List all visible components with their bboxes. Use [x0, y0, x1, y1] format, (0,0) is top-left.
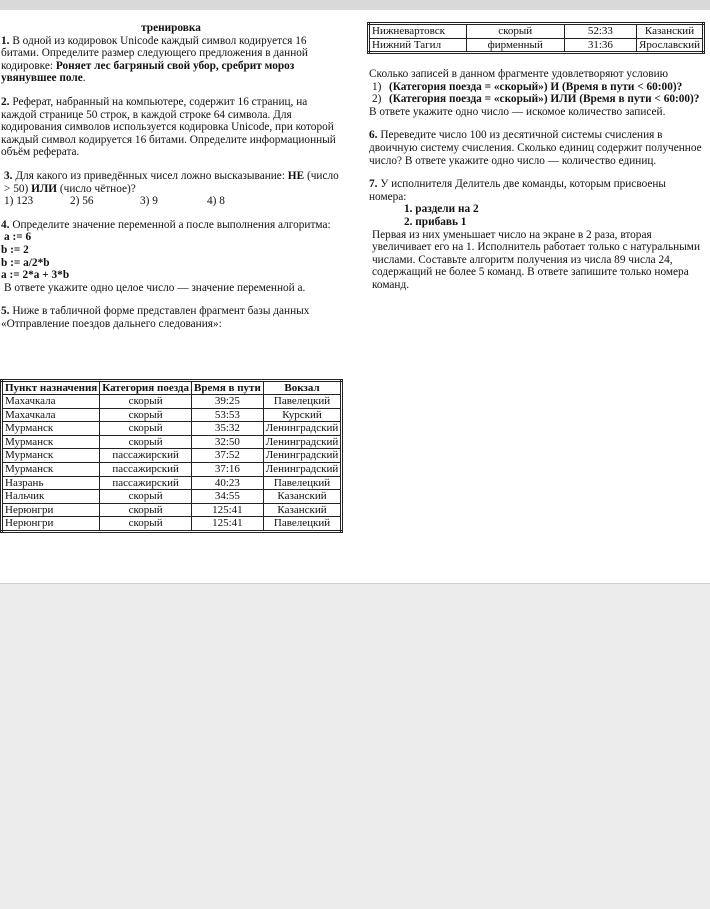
question-1-number: 1.	[1, 34, 10, 47]
question-3-post: (число чётное)?	[57, 182, 136, 195]
question-3-mid: (число > 50)	[4, 169, 339, 195]
question-4-number: 4.	[1, 218, 10, 231]
cell-destination: Мурманск	[2, 449, 100, 463]
condition-2-number: 2)	[372, 93, 382, 106]
question-2-number: 2.	[1, 95, 10, 108]
table-row	[2, 422, 342, 436]
cell-destination: Махачкала	[2, 395, 100, 409]
command-2: 2. прибавь 1	[404, 215, 467, 228]
cell-destination: Назрань	[2, 476, 100, 490]
cell-destination: Нижневартовск	[369, 24, 467, 39]
cell-category: скорый	[100, 395, 192, 409]
question-4-text: Определите значение переменной a после выполнения алгоритма:	[12, 218, 331, 231]
cell-time: 37:52	[191, 449, 263, 463]
cell-station: Павелецкий	[263, 395, 341, 409]
option-4: 4) 8	[207, 195, 225, 208]
cell-time: 35:32	[191, 422, 263, 436]
question-5-question: Сколько записей в данном фрагменте удовлетворяют условию	[369, 68, 669, 80]
question-2-text: Реферат, набранный на компьютере, содержит 16 страниц, на каждой странице 50 строк, в каждой строке 64 символа. Для кодирования символов используется кодировка Unicode, при которой каждый символ кодируется 16 битами. Определите информационный объём реферата.	[1, 95, 336, 159]
question-7-body: Первая из них уменьшает число на экране в 2 раза, вторая увеличивает его на 1. Исполнитель работает только с натуральными числами. Составьте алгоритм получения из числа 89 числа 24, содержащий не более 5 команд. В ответе запишите только номера команд.	[372, 228, 701, 291]
question-5	[1, 305, 341, 330]
condition-1-text: (Категория поезда = «скорый») И (Время в пути < 60:00)?	[389, 80, 683, 93]
question-7-text: У исполнителя Делитель две команды, которым присвоены номера:	[369, 178, 667, 203]
question-6	[369, 129, 704, 167]
condition-1	[369, 81, 704, 94]
question-3-number: 3.	[4, 169, 13, 182]
question-7-number: 7.	[369, 178, 378, 191]
cell-time: 53:53	[191, 408, 263, 422]
question-5-conditions	[369, 81, 704, 106]
cell-category: фирменный	[466, 38, 564, 53]
cell-station: Ярославский	[637, 38, 704, 53]
code-line-2: b := 2	[1, 243, 29, 256]
cell-category: скорый	[100, 517, 192, 532]
train-table-continued-container	[367, 22, 705, 54]
question-5-answer: В ответе укажите одно число — искомое количество записей.	[369, 105, 666, 118]
cell-destination: Мурманск	[2, 462, 100, 476]
cell-category: пассажирский	[100, 449, 192, 463]
question-6-text: Переведите число 100 из десятичной системы счисления в двоичную систему счисления. Сколько единиц содержит полученное число? В ответе укажите одно число — количество единиц.	[369, 129, 702, 167]
question-6-number: 6.	[369, 129, 378, 142]
header-destination: Пункт назначения	[2, 381, 100, 395]
cell-station: Ленинградский	[263, 422, 341, 436]
cell-time: 32:50	[191, 435, 263, 449]
cell-destination: Мурманск	[2, 435, 100, 449]
table-row	[369, 24, 704, 39]
cell-time: 39:25	[191, 395, 263, 409]
cell-station: Казанский	[263, 490, 341, 504]
cell-time: 40:23	[191, 476, 263, 490]
cell-station: Курский	[263, 408, 341, 422]
question-5-text: Ниже в табличной форме представлен фрагмент базы данных «Отправление поездов дальнего следования»:	[1, 305, 310, 330]
table-row	[2, 490, 342, 504]
question-3-options	[1, 195, 341, 208]
cell-time: 37:16	[191, 462, 263, 476]
cell-station: Ленинградский	[263, 435, 341, 449]
table-row	[2, 517, 342, 532]
option-3: 3) 9	[140, 195, 158, 208]
table-row	[2, 462, 342, 476]
table-row	[369, 38, 704, 53]
question-1-text: В одной из кодировок Unicode каждый символ кодируется 16 битами. Определите размер следующего предложения в данной кодировке:	[1, 34, 308, 72]
cell-station: Павелецкий	[263, 517, 341, 532]
option-1: 1) 123	[4, 195, 34, 208]
condition-2-text: (Категория поезда = «скорый») ИЛИ (Время в пути < 60:00)?	[389, 93, 700, 106]
table-row	[2, 449, 342, 463]
command-1: 1. раздели на 2	[404, 203, 479, 216]
question-3-not: НЕ	[287, 169, 305, 182]
cell-destination: Нальчик	[2, 490, 100, 504]
cell-destination: Нижний Тагил	[369, 38, 467, 53]
cell-category: скорый	[466, 24, 564, 39]
question-1-phrase: Роняет лес багряный свой убор, сребрит мороз увянувшее поле	[1, 59, 295, 85]
cell-destination: Нерюнгри	[2, 503, 100, 517]
cell-time: 125:41	[191, 503, 263, 517]
question-4	[1, 219, 341, 232]
cell-time: 52:33	[564, 24, 636, 39]
cell-category: скорый	[100, 435, 192, 449]
top-bar	[0, 0, 710, 10]
document-page	[0, 10, 710, 584]
question-3	[1, 170, 341, 195]
right-column	[369, 68, 704, 292]
question-1	[1, 35, 341, 85]
page-title: тренировка	[141, 22, 201, 34]
cell-category: пассажирский	[100, 462, 192, 476]
option-2: 2) 56	[70, 195, 94, 208]
table-row	[2, 476, 342, 490]
header-category: Категория поезда	[100, 381, 192, 395]
table-row	[2, 435, 342, 449]
table-row	[2, 395, 342, 409]
code-line-3: b := a/2*b	[1, 256, 50, 269]
cell-category: скорый	[100, 503, 192, 517]
cell-station: Павелецкий	[263, 476, 341, 490]
header-time: Время в пути	[191, 381, 263, 395]
train-table-container	[0, 379, 341, 533]
table-row	[2, 503, 342, 517]
cell-destination: Махачкала	[2, 408, 100, 422]
question-7	[369, 178, 704, 203]
condition-2	[369, 93, 704, 106]
question-3-pre: Для какого из приведённых чисел ложно высказывание:	[15, 169, 288, 182]
train-table-continued	[367, 22, 705, 54]
cell-station: Казанский	[637, 24, 704, 39]
code-line-4: a := 2*a + 3*b	[1, 269, 70, 282]
table-header-row	[2, 381, 342, 395]
header-station: Вокзал	[263, 381, 341, 395]
code-line-1: a := 6	[4, 231, 32, 244]
cell-destination: Нерюнгри	[2, 517, 100, 532]
train-table	[0, 379, 343, 533]
cell-category: скорый	[100, 408, 192, 422]
question-3-or: ИЛИ	[31, 182, 58, 195]
cell-category: скорый	[100, 422, 192, 436]
left-column	[1, 22, 341, 330]
question-5-number: 5.	[1, 305, 10, 318]
cell-category: пассажирский	[100, 476, 192, 490]
cell-station: Ленинградский	[263, 449, 341, 463]
condition-1-number: 1)	[372, 80, 382, 93]
question-1-end: .	[82, 72, 86, 85]
question-4-answer: В ответе укажите одно целое число — значение переменной a.	[4, 281, 306, 294]
table-row	[2, 408, 342, 422]
cell-station: Казанский	[263, 503, 341, 517]
question-2	[1, 96, 341, 159]
cell-category: скорый	[100, 490, 192, 504]
cell-time: 125:41	[191, 517, 263, 532]
cell-station: Ленинградский	[263, 462, 341, 476]
cell-time: 34:55	[191, 490, 263, 504]
cell-time: 31:36	[564, 38, 636, 53]
cell-destination: Мурманск	[2, 422, 100, 436]
